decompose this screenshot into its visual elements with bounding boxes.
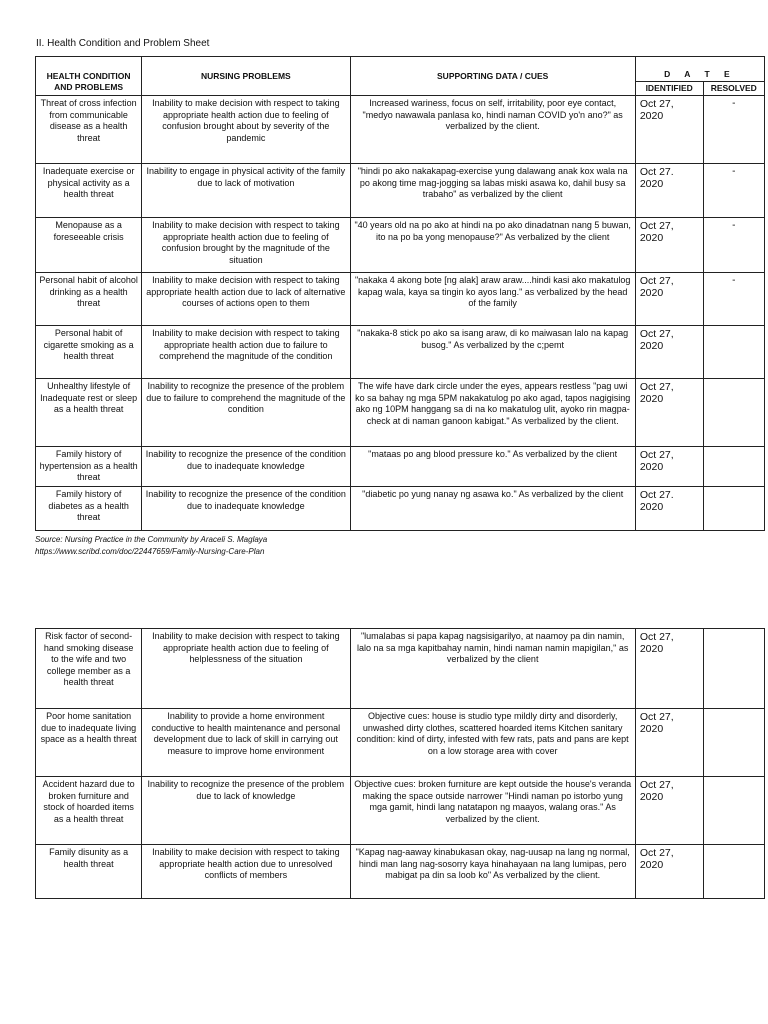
date-resolved-cell	[703, 777, 764, 845]
date-resolved-cell	[703, 845, 764, 899]
supporting-data-cell: "nakaka 4 akong bote [ng alak] araw araw....hindi kasi ako makatulog kapag wala, kaya sa tingin ko ayos lang." as verbalized by the head of the family	[350, 273, 635, 326]
date-resolved-cell	[703, 379, 764, 447]
header-supporting-data: SUPPORTING DATA / CUES	[350, 57, 635, 96]
supporting-data-cell: "hindi po ako nakakapag-exercise yung dalawang anak kox wala na po akong time mag-jogging sa labas miski asawa ko, dahil busy sa trabaho" as verbalized by the client	[350, 164, 635, 218]
table-row	[36, 379, 765, 447]
header-identified: IDENTIFIED	[635, 81, 703, 95]
health-condition-cell: Family history of diabetes as a health threat	[36, 487, 142, 531]
health-condition-cell: Personal habit of alcohol drinking as a health threat	[36, 273, 142, 326]
supporting-data-cell: Objective cues: house is studio type mildly dirty and disorderly, unwashed dirty clothes, scattered hoarded items Kitchen sanitary condition: kind of dirty, infested with few rats, pats and pans are kept on a low storage area with cover	[350, 709, 635, 777]
date-resolved-cell: -	[703, 273, 764, 326]
header-date: D A T E	[635, 57, 764, 82]
supporting-data-cell: "nakaka-8 stick po ako sa isang araw, di ko maiwasan lalo na kapag busog." As verbalized by the c;pemt	[350, 326, 635, 379]
table-row	[36, 218, 765, 273]
health-condition-cell: Threat of cross infection from communicable disease as a health threat	[36, 96, 142, 164]
source-url: https://www.scribd.com/doc/22447659/Family-Nursing-Care-Plan	[35, 547, 265, 556]
date-identified-cell: Oct 27, 2020	[635, 218, 703, 273]
nursing-problem-cell: Inability to make decision with respect to taking appropriate health action due to feeling of helplessness of the situation	[142, 629, 350, 709]
table-row	[36, 845, 765, 899]
date-resolved-cell: -	[703, 218, 764, 273]
source-citation: Source: Nursing Practice in the Community by Araceli S. Maglaya	[35, 535, 268, 544]
date-identified-cell: Oct 27, 2020	[635, 709, 703, 777]
date-identified-cell: Oct 27, 2020	[635, 96, 703, 164]
date-resolved-cell	[703, 709, 764, 777]
header-health-condition: HEALTH CONDITION AND PROBLEMS	[36, 57, 142, 96]
header-nursing-problems: NURSING PROBLEMS	[142, 57, 350, 96]
nursing-problem-cell: Inability to recognize the presence of the problem due to failure to comprehend the magnitude of the condition	[142, 379, 350, 447]
health-condition-cell: Family history of hypertension as a health threat	[36, 447, 142, 487]
nursing-problem-cell: Inability to make decision with respect to taking appropriate health action due to feeling of confusion brought by the magnitude of the situation	[142, 218, 350, 273]
date-resolved-cell	[703, 629, 764, 709]
date-resolved-cell: -	[703, 164, 764, 218]
date-identified-cell: Oct 27. 2020	[635, 164, 703, 218]
date-identified-cell: Oct 27, 2020	[635, 273, 703, 326]
table-row	[36, 447, 765, 487]
table-row	[36, 709, 765, 777]
health-condition-cell: Menopause as a foreseeable crisis	[36, 218, 142, 273]
table-row	[36, 629, 765, 709]
section-title: II. Health Condition and Problem Sheet	[36, 38, 210, 49]
health-problem-table-2	[35, 628, 765, 899]
date-resolved-cell	[703, 326, 764, 379]
supporting-data-cell: "mataas po ang blood pressure ko." As verbalized by the client	[350, 447, 635, 487]
health-condition-cell: Inadequate exercise or physical activity as a health threat	[36, 164, 142, 218]
supporting-data-cell: "40 years old na po ako at hindi na po ako dinadatnan nang 5 buwan, ito na po ba yong menopause?" As verbalized by the client	[350, 218, 635, 273]
table-row	[36, 777, 765, 845]
date-resolved-cell	[703, 447, 764, 487]
date-identified-cell: Oct 27, 2020	[635, 326, 703, 379]
health-condition-cell: Personal habit of cigarette smoking as a health threat	[36, 326, 142, 379]
date-identified-cell: Oct 27. 2020	[635, 487, 703, 531]
supporting-data-cell: "lumalabas si papa kapag nagsisigarilyo, at naamoy pa din namin, lalo na sa mga kapitbahay namin, hindi naman namin mapigilan," as verbalized by the client	[350, 629, 635, 709]
date-resolved-cell: -	[703, 96, 764, 164]
supporting-data-cell: Increased wariness, focus on self, irritability, poor eye contact, "medyo nawawala panlasa ko, hindi naman COVID yo'n ano?" as verbalized by the client.	[350, 96, 635, 164]
date-resolved-cell	[703, 487, 764, 531]
health-problem-table-1	[35, 56, 765, 531]
table-row	[36, 164, 765, 218]
date-identified-cell: Oct 27, 2020	[635, 447, 703, 487]
supporting-data-cell: "Kapag nag-aaway kinabukasan okay, nag-uusap na lang ng normal, hindi man lang nag-sosorry kaya hinahayaan na lang lumipas, pero mabigat pa din sa loob ko" As verbalized by the client.	[350, 845, 635, 899]
health-condition-cell: Unhealthy lifestyle of Inadequate rest or sleep as a health threat	[36, 379, 142, 447]
table-row	[36, 487, 765, 531]
supporting-data-cell: Objective cues: broken furniture are kept outside the house's veranda making the space outside narrower "Hindi naman po istorbo yung mga gamit, hindi lang natatapon ng maayos, walang oras." As verbalized by the client.	[350, 777, 635, 845]
nursing-problem-cell: Inability to engage in physical activity of the family due to lack of motivation	[142, 164, 350, 218]
date-identified-cell: Oct 27, 2020	[635, 379, 703, 447]
nursing-problem-cell: Inability to make decision with respect to taking appropriate health action due to lack of alternative courses of actions open to them	[142, 273, 350, 326]
date-identified-cell: Oct 27, 2020	[635, 845, 703, 899]
supporting-data-cell: "diabetic po yung nanay ng asawa ko." As verbalized by the client	[350, 487, 635, 531]
nursing-problem-cell: Inability to make decision with respect to taking appropriate health action due to failure to comprehend the magnitude of the condition	[142, 326, 350, 379]
nursing-problem-cell: Inability to recognize the presence of the condition due to inadequate knowledge	[142, 487, 350, 531]
nursing-problem-cell: Inability to recognize the presence of the problem due to lack of knowledge	[142, 777, 350, 845]
table-row	[36, 326, 765, 379]
table-row	[36, 96, 765, 164]
supporting-data-cell: The wife have dark circle under the eyes, appears restless "pag uwi ko sa bahay ng mga 5PM nakakatulog po ako agad, tapos nagigising ako ng 10PM hanggang sa di na ko makatulog ulit, ayoko rin magpa-check at di naman ganoon kabigat." As verbalized by the client.	[350, 379, 635, 447]
health-condition-cell: Risk factor of second-hand smoking disease to the wife and two college member as a health threat	[36, 629, 142, 709]
table-row	[36, 273, 765, 326]
nursing-problem-cell: Inability to make decision with respect to taking appropriate health action due to unresolved conflicts of members	[142, 845, 350, 899]
nursing-problem-cell: Inability to make decision with respect to taking appropriate health action due to feeling of confusion brought about by severity of the pandemic	[142, 96, 350, 164]
health-condition-cell: Family disunity as a health threat	[36, 845, 142, 899]
health-condition-cell: Poor home sanitation due to inadequate living space as a health threat	[36, 709, 142, 777]
date-identified-cell: Oct 27, 2020	[635, 629, 703, 709]
nursing-problem-cell: Inability to provide a home environment conductive to health maintenance and personal development due to lack of skill in carrying out measure to improve home environment	[142, 709, 350, 777]
nursing-problem-cell: Inability to recognize the presence of the condition due to inadequate knowledge	[142, 447, 350, 487]
header-resolved: RESOLVED	[703, 81, 764, 95]
date-identified-cell: Oct 27, 2020	[635, 777, 703, 845]
health-condition-cell: Accident hazard due to broken furniture and stock of hoarded items as a health threat	[36, 777, 142, 845]
